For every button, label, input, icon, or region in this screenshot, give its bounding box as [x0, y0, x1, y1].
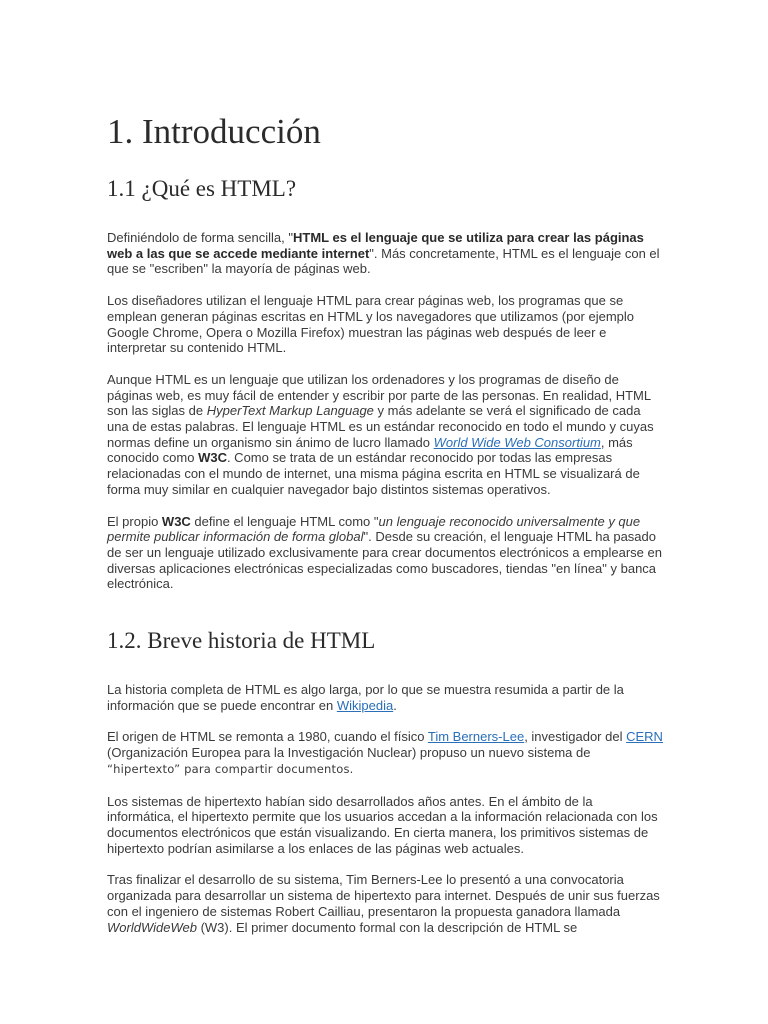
w3c-link[interactable]: World Wide Web Consortium	[433, 434, 601, 450]
bold-text: W3C	[198, 450, 227, 466]
section-heading-what-is-html: 1.1 ¿Qué es HTML?	[107, 176, 297, 201]
text: y más adelante se verá el significado de cada una de estas palabras. El lenguaje HTML es un estándar reconocido en todo el mundo y cuyas normas define un organismo sin ánimo de lucro llamado	[107, 403, 654, 450]
italic-text: un lenguaje reconocido universalmente y que permite publicar información de forma global	[107, 513, 641, 545]
wikipedia-link[interactable]: Wikipedia	[336, 697, 394, 713]
text: , más conocido como	[107, 434, 633, 466]
paragraph-proposal	[107, 872, 663, 935]
paragraph-w3c-definition	[107, 514, 663, 593]
text: ". Desde su creación, el lenguaje HTML ha pasado de ser un lenguaje utilizado exclusivamente para crear documentos electrónicos a emplearse en diversas aplicaciones electrónicas especializadas como buscadores, tiendas "en línea" y banca electrónica.	[107, 529, 662, 592]
page-title: 1. Introducción	[107, 112, 321, 151]
text: El propio	[107, 513, 162, 529]
bold-text: HTML es el lenguaje que se utiliza para crear las páginas web a las que se accede mediante internet	[107, 230, 644, 261]
paragraph-origin	[107, 729, 663, 777]
document-page	[107, 108, 663, 951]
text: , investigador del	[524, 729, 627, 745]
italic-text: WorldWideWeb	[107, 919, 197, 935]
paragraph-definition	[107, 230, 663, 277]
text: La historia completa de HTML es algo larga, por lo que se muestra resumida a partir de la información que se puede encontrar en	[107, 682, 624, 713]
text: Tras finalizar el desarrollo de su sistema, Tim Berners-Lee lo presentó a una convocatoria organizada para desarrollar un sistema de hipertexto para internet. Después de unir sus fuerzas con el ingeniero de sistemas Robert Cailliau, presentaron la propuesta ganadora llamada	[107, 872, 660, 919]
text: .	[393, 697, 397, 713]
italic-text: HyperText Markup Language	[206, 403, 374, 419]
text: (Organización Europea para la Investigación Nuclear) propuso un nuevo sistema de	[107, 745, 591, 761]
text: Definiéndolo de forma sencilla, "	[107, 230, 293, 245]
bold-text: W3C	[161, 513, 191, 529]
text: define el lenguaje HTML como "	[190, 513, 379, 529]
text: . Como se trata de un estándar reconocido por todas las empresas relacionadas con el mundo de internet, una misma página escrita en HTML se visualizará de forma muy similar en cualquier navegador bajo distintos sistemas operativos.	[107, 450, 640, 497]
text: ". Más concretamente, HTML es el lenguaje con el que se "escriben" la mayoría de páginas web.	[107, 245, 660, 277]
paragraph-designers: Los diseñadores utilizan el lenguaje HTML para crear páginas web, los programas que se emplean generan páginas escritas en HTML y los navegadores que utilizamos (por ejemplo Google Chrome, Opera o Mozilla Firefox) muestran las páginas web después de leer e interpretar su contenido HTML.	[107, 293, 635, 356]
paragraph-hypertext-systems: Los sistemas de hipertexto habían sido desarrollados años antes. En el ámbito de la informática, el hipertexto permite que los usuarios accedan a la información relacionada con los documentos electrónicos que están visualizando. En cierta manera, los primitivos sistemas de hipertexto podrían asimilarse a los enlaces de las páginas web actuales.	[107, 793, 658, 856]
text: (W3). El primer documento formal con la descripción de HTML se	[196, 919, 578, 935]
text: Aunque HTML es un lenguaje que utilizan los ordenadores y los programas de diseño de páginas web, es muy fácil de entender y escribir por parte de las personas. En realidad, HTML son las siglas de	[107, 371, 651, 419]
section-heading-history: 1.2. Breve historia de HTML	[107, 628, 376, 654]
paragraph-standard	[107, 372, 663, 498]
cern-link[interactable]: CERN	[626, 729, 663, 745]
paragraph-history-intro	[107, 682, 663, 713]
text: El origen de HTML se remonta a 1980, cuando el físico	[107, 729, 428, 745]
text: “hipertexto” para compartir documentos.	[107, 761, 354, 776]
tim-berners-lee-link[interactable]: Tim Berners-Lee	[427, 729, 525, 745]
